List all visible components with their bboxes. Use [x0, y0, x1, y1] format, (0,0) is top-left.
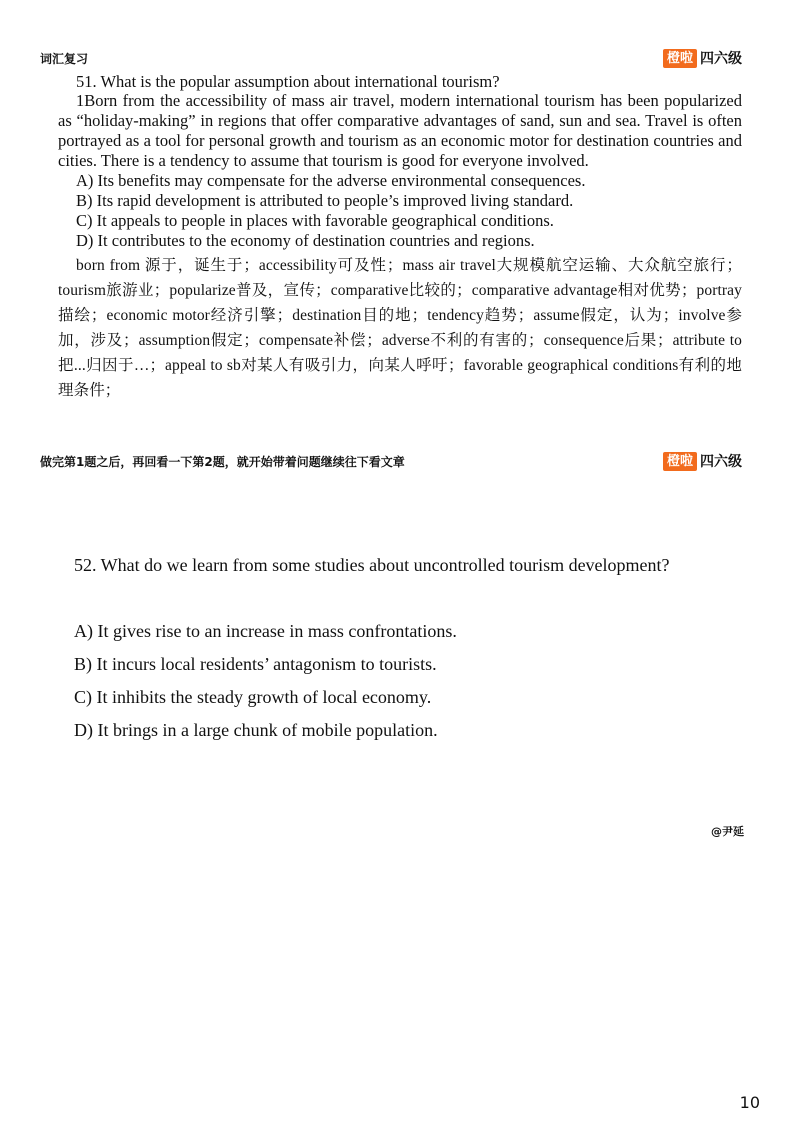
brand-name: 橙啦	[663, 49, 697, 68]
author-credit: @尹延	[711, 825, 744, 838]
question-51-options	[58, 171, 742, 251]
option-d: D) It contributes to the economy of destination countries and regions.	[76, 231, 535, 250]
section-label: 词汇复习	[40, 51, 89, 66]
option-a: A) Its benefits may compensate for the adverse environmental consequences.	[76, 171, 586, 190]
option-c: C) It inhibits the steady growth of local economy.	[74, 687, 432, 707]
middle-header	[40, 451, 742, 471]
top-header	[40, 48, 742, 68]
question-51-title: 51. What is the popular assumption about international tourism?	[76, 72, 500, 91]
instruction-note: 做完第1题之后，再回看一下第2题，就开始带着问题继续往下看文章	[40, 454, 405, 469]
page-number: 10	[739, 1093, 760, 1112]
brand-subtitle: 四六级	[700, 454, 742, 470]
brand-name: 橙啦	[663, 452, 697, 471]
question-51-slide	[58, 72, 742, 403]
brand-subtitle: 四六级	[700, 51, 742, 67]
brand-logo	[663, 48, 742, 68]
vocabulary-notes: born from 源于，诞生于；accessibility可及性；mass air travel大规模航空运输、大众航空旅行；tourism旅游业；popularize普及，宣传；comparative比较的；comparative advantage相对优势；portray描绘；economic motor经济引擎；destination目的地；tendency趋势；assume假定，认为；involve参加，涉及；assumption假定；compensate补偿；adverse不利的有害的；consequence后果；attribute to把...归因于…；appeal to sb对某人有吸引力，向某人呼吁；favorable geographical conditions有利的地理条件；	[58, 257, 742, 399]
brand-logo	[663, 451, 742, 471]
option-d: D) It brings in a large chunk of mobile population.	[74, 720, 438, 740]
question-51-passage: 1Born from the accessibility of mass air travel, modern international tourism has been popularized as “holiday-making” in regions that offer comparative advantages of sand, sun and sea. Travel is often portrayed as a tool for personal growth and tourism as an economic motor for destination countries and cities. There is a tendency to assume that tourism is good for everyone involved.	[58, 91, 742, 170]
option-b: B) It incurs local residents’ antagonism to tourists.	[74, 654, 437, 674]
question-52-title: 52. What do we learn from some studies about uncontrolled tourism development?	[74, 555, 670, 575]
option-b: B) Its rapid development is attributed to people’s improved living standard.	[76, 191, 574, 210]
option-c: C) It appeals to people in places with favorable geographical conditions.	[76, 211, 554, 230]
question-52-slide	[74, 553, 754, 751]
question-52-options	[74, 619, 754, 742]
option-a: A) It gives rise to an increase in mass confrontations.	[74, 621, 457, 641]
